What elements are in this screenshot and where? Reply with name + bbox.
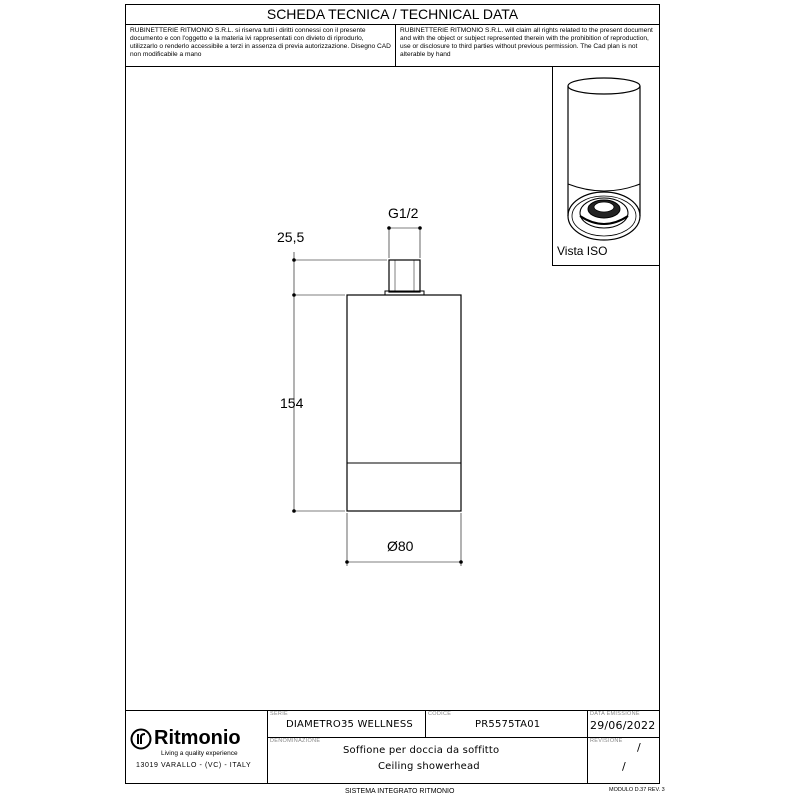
title-block-top [125,710,660,711]
codice-value: PR5575TA01 [475,719,541,730]
iso-view-label: Vista ISO [557,244,608,258]
footer-system: SISTEMA INTEGRATO RITMONIO [345,788,455,795]
data-label: DATA EMISSIONE [590,711,640,717]
revisione-value-2: / [622,760,626,773]
copyright-notice-it: RUBINETTERIE RITMONIO S.R.L. si riserva tutti i diritti connessi con il presente documento e con l'oggetto e la materia ivi rappresentati con divieto di riprodurlo, utilizzarlo o renderlo accessibile a terzi in assenza di previa autorizzazione. Disegno CAD non modificabile a mano [130,27,391,58]
brand-name: Ritmonio [154,727,241,749]
brand-tagline: Living a quality experience [161,750,238,757]
dimension-connector-height: 25,5 [277,229,305,245]
footer-module: MODULO D.37 REV. 3 [609,787,665,793]
denominazione-en: Ceiling showerhead [378,761,480,772]
copyright-notice-en: RUBINETTERIE RITMONIO S.R.L. will claim all rights related to the present document and with the object or subject represented therein with the prohibition of reproduction, use or disclosure to third parties without previous permission. The Cad plan is not alterable by hand [400,27,653,58]
sheet-title: SCHEDA TECNICA / TECHNICAL DATA [125,4,660,25]
dimension-body-height: 154 [280,395,304,411]
codice-label: CODICE [428,711,452,717]
title-block-divider-date [587,710,588,784]
dimension-thread: G1/2 [388,205,419,221]
ritmonio-logo-icon [130,728,152,750]
denominazione-label: DENOMINAZIONE [270,738,321,744]
data-value: 29/06/2022 [590,719,656,732]
title-block-divider-code [425,710,426,737]
serie-label: SERIE [270,711,289,717]
title-block-divider-logo [267,710,268,784]
dimension-diameter: Ø80 [387,538,414,554]
brand-address: 13019 VARALLO - (VC) - ITALY [136,762,252,769]
revisione-label: REVISIONE [590,738,623,744]
serie-value: DIAMETRO35 WELLNESS [286,719,413,730]
denominazione-it: Soffione per doccia da soffitto [343,745,500,756]
revisione-value-1: / [637,741,641,754]
